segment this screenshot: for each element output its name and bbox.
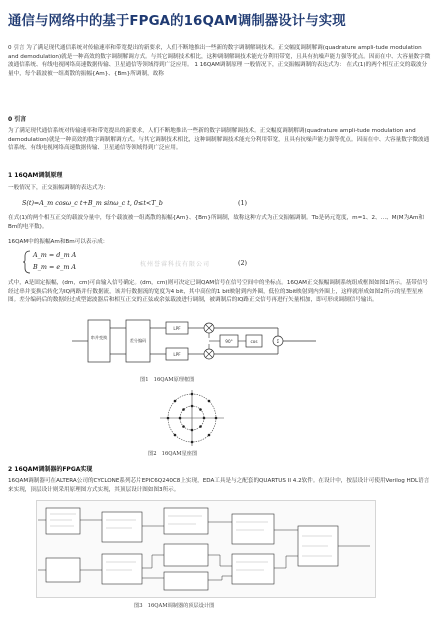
equation-2	[22, 250, 112, 274]
lpf-upper-label: LPF	[173, 326, 181, 331]
watermark-text: 杭州誉睿科技有限公司	[140, 261, 211, 268]
constellation-point	[215, 417, 218, 420]
equation-2a: A_m = d_m A	[33, 251, 77, 259]
constellation-point	[179, 417, 182, 420]
equation-2-number: (2)	[238, 259, 248, 267]
equation-2b: B_m = e_m A	[33, 263, 77, 271]
figure-2-constellation	[158, 388, 226, 448]
schematic-block	[232, 554, 274, 584]
abstract-paragraph: 0 引言 为了满足现代通信系统对传输速率和带宽提出的新要求，人们不断地推出一些新的数字调制解调技术。正交幅度调制解调(quadrature ampli-tude modulation and demodulation)就是一种高效的数字调制解调方式。与其它调制技术相比，这种调制解调技术能充分利用带宽，且具有抗噪声能力强等优点。因而在中、大容量数字微波通信系统、有线电视网络高速数据传输、卫星通信等领域得到广泛应用。 1 16QAM调制原理 一般情况下，正交振幅调制的表达式为： 在式(1)的两个相互正交的载波分量中，每个载波被一组离散的振幅{Am}、{Bm}所调制，故称	[8, 45, 431, 77]
constellation-point	[174, 400, 177, 403]
section-2-heading: 2 16QAM调制器的FPGA实现	[8, 466, 93, 473]
figure-3-schematic	[36, 500, 376, 598]
constellation-point	[182, 408, 185, 411]
constellation-point	[182, 425, 185, 428]
constellation-point	[199, 408, 202, 411]
section-2-body: 16QAM调制器可在ALTERA公司的CYCLONE系列芯片EPIC6Q240C8上实现，EDA工具是与之配套的QUARTUS II 4.2软件。在设计中，按层设计可使用Verilog HDL语言来实现，顶层设计则采用原理图方式实现，其顶层设计图如图3所示。	[8, 478, 430, 493]
figure-3-caption: 图3 16QAM调制器的顶层设计图	[134, 603, 215, 609]
figure-2-caption: 图2 16QAM星座图	[148, 451, 198, 457]
constellation-point	[208, 400, 211, 403]
section-0-body: 为了满足现代通信系统对传输速率和带宽提出的新要求，人们不断地推出一些新的数字调制解调技术。正交幅度调制解调(quadrature ampli-tude modulation and demodulation)就是一种高效的数字调制解调方式。与其它调制技术相比，这种调制解调技术能充分利用带宽，且具有抗噪声能力强等优点。因而在中、大容量数字微波通信系统、有线电视网络高速数据传输、卫星通信等领域得到广泛应用。	[8, 128, 430, 152]
phase-shift-label: 90°	[225, 339, 233, 344]
section-1-paragraph-4: 式中，A是固定振幅，(dm，cm)可由输入信号确定。(dm，cm)则可决定已调QAM信号在信号空间中的坐标点。16QAM正交振幅调制系统组成框图如图1所示。基带信号经过串并变换后转化为IQ两路并行数据流，该并行数据流的宽度为4 bit，其中高位的1 bit映射到内外圈，低位的3bit映射到内外圈上，这样就形成如图2所示的星型星座图。差分编码后的数据经过成型滤波器后和相互正交的正弦或余弦载波进行调制，被调制后的IQ路正交信号再进行矢量相加，即可形成调制信号输出。	[8, 280, 429, 304]
lpf-lower-label: LPF	[173, 352, 181, 357]
section-1-heading: 1 16QAM调制原理	[8, 172, 63, 179]
schematic-block	[164, 572, 208, 590]
serial-parallel-label: 串并变换	[90, 335, 108, 340]
constellation-point	[167, 417, 170, 420]
schematic-block	[102, 512, 142, 542]
constellation-point	[191, 429, 194, 432]
brace-icon	[22, 250, 32, 274]
constellation-point	[208, 434, 211, 437]
equation-1: S(t)=A_m cosω_c t+B_m sinω_c t, 0≤t<T_b	[22, 199, 163, 207]
constellation-point	[191, 393, 194, 396]
page-title: 通信与网络中的基于FPGA的16QAM调制器设计与实现	[8, 14, 346, 29]
schematic-block	[46, 558, 80, 582]
summer-label: Σ	[276, 339, 280, 344]
section-0-heading: 0 引言	[8, 116, 27, 123]
constellation-point	[199, 425, 202, 428]
schematic-block	[164, 508, 208, 534]
diff-encode-label: 差分编码	[129, 338, 147, 343]
schematic-block	[46, 508, 80, 534]
schematic-block	[164, 544, 208, 566]
equation-1-number: (1)	[238, 199, 248, 207]
section-1-paragraph-2: 在式(1)的两个相互正交的载波分量中，每个载波被一组离散的振幅{Am}、{Bm}所调制，故称这种方式为正交振幅调制。Tb是码元宽度，m=1、2、…、M(M为Am和Bm的电平数)。	[8, 215, 425, 230]
constellation-point	[191, 441, 194, 444]
section-1-paragraph-3: 16QAM中的振幅Am和Bm可以表示成：	[8, 239, 109, 245]
figure-1-caption: 图1 16QAM原理框图	[140, 377, 195, 383]
constellation-point	[203, 417, 206, 420]
oscillator-label: cos	[250, 339, 258, 344]
schematic-block	[232, 514, 274, 544]
constellation-point	[174, 434, 177, 437]
figure-1-diagram	[70, 310, 320, 372]
serial-parallel-block	[88, 320, 110, 362]
section-1-intro: 一般情况下，正交振幅调制的表达式为：	[8, 185, 109, 191]
constellation-point	[191, 405, 194, 408]
schematic-block	[102, 554, 142, 584]
